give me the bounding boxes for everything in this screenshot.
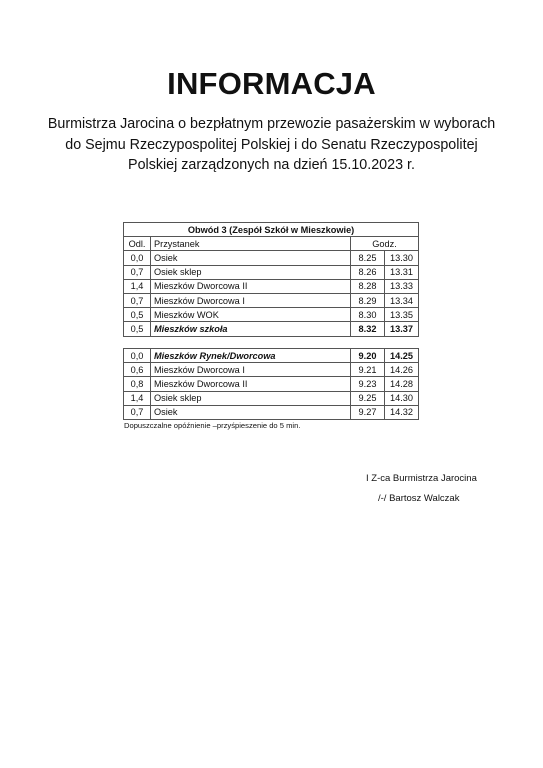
cell-stop: Mieszków Dworcowa II	[151, 377, 351, 391]
table-row	[124, 308, 419, 322]
cell-time-2: 13.37	[385, 322, 419, 336]
intro-line: Polskiej zarządzonych na dzień 15.10.2023 r.	[128, 157, 415, 173]
cell-distance: 0,6	[124, 363, 151, 377]
header-time: Godz.	[351, 237, 419, 251]
cell-distance: 0,7	[124, 293, 151, 307]
table-row	[124, 405, 419, 419]
table-row	[124, 293, 419, 307]
table-row	[124, 251, 419, 265]
cell-distance: 1,4	[124, 279, 151, 293]
cell-stop: Mieszków Dworcowa I	[151, 363, 351, 377]
table-row	[124, 391, 419, 405]
cell-distance: 0,5	[124, 322, 151, 336]
cell-time-1: 8.32	[351, 322, 385, 336]
cell-time-2: 13.34	[385, 293, 419, 307]
table-row	[124, 279, 419, 293]
cell-time-1: 9.20	[351, 349, 385, 363]
schedule-table-return	[123, 348, 419, 420]
cell-distance: 1,4	[124, 391, 151, 405]
cell-time-2: 14.26	[385, 363, 419, 377]
cell-stop: Mieszków WOK	[151, 308, 351, 322]
cell-distance: 0,0	[124, 251, 151, 265]
table-row	[124, 322, 419, 336]
cell-time-1: 9.23	[351, 377, 385, 391]
page-title: INFORMACJA	[167, 66, 376, 101]
cell-time-1: 8.28	[351, 279, 385, 293]
cell-time-2: 13.35	[385, 308, 419, 322]
cell-time-2: 13.31	[385, 265, 419, 279]
cell-time-1: 9.21	[351, 363, 385, 377]
delay-note: Dopuszczalne opóźnienie –przyśpieszenie do 5 min.	[124, 421, 301, 430]
table-caption-row	[124, 223, 419, 237]
header-stop: Przystanek	[151, 237, 351, 251]
table-header-row	[124, 237, 419, 251]
table-caption: Obwód 3 (Zespół Szkół w Mieszkowie)	[124, 223, 419, 237]
cell-distance: 0,8	[124, 377, 151, 391]
cell-distance: 0,7	[124, 405, 151, 419]
table-row	[124, 377, 419, 391]
cell-stop: Mieszków Dworcowa II	[151, 279, 351, 293]
signature-name: /-/ Bartosz Walczak	[378, 493, 460, 504]
return-rows	[124, 349, 419, 420]
intro-line: do Sejmu Rzeczypospolitej Polskiej i do Senatu Rzeczypospolitej	[65, 136, 478, 153]
cell-time-1: 9.27	[351, 405, 385, 419]
cell-distance: 0,0	[124, 349, 151, 363]
cell-time-1: 8.26	[351, 265, 385, 279]
cell-distance: 0,5	[124, 308, 151, 322]
cell-time-2: 14.25	[385, 349, 419, 363]
cell-stop: Osiek	[151, 251, 351, 265]
cell-stop: Osiek	[151, 405, 351, 419]
cell-distance: 0,7	[124, 265, 151, 279]
cell-stop: Mieszków Dworcowa I	[151, 293, 351, 307]
signature-role: I Z-ca Burmistrza Jarocina	[366, 473, 477, 484]
cell-time-1: 8.30	[351, 308, 385, 322]
table-row	[124, 349, 419, 363]
cell-time-2: 14.30	[385, 391, 419, 405]
cell-time-1: 8.29	[351, 293, 385, 307]
cell-time-1: 9.25	[351, 391, 385, 405]
intro-text	[40, 114, 503, 176]
cell-time-1: 8.25	[351, 251, 385, 265]
intro-line: Burmistrza Jarocina o bezpłatnym przewozie pasażerskim w wyborach	[47, 116, 496, 132]
cell-time-2: 14.28	[385, 377, 419, 391]
schedule-table-outbound	[123, 222, 419, 337]
cell-time-2: 14.32	[385, 405, 419, 419]
cell-stop: Osiek sklep	[151, 265, 351, 279]
cell-time-2: 13.30	[385, 251, 419, 265]
table-row	[124, 265, 419, 279]
outbound-rows	[124, 251, 419, 336]
cell-stop: Mieszków szkoła	[151, 322, 351, 336]
cell-stop: Osiek sklep	[151, 391, 351, 405]
cell-stop: Mieszków Rynek/Dworcowa	[151, 349, 351, 363]
table-row	[124, 363, 419, 377]
cell-time-2: 13.33	[385, 279, 419, 293]
header-odl: Odl.	[124, 237, 151, 251]
